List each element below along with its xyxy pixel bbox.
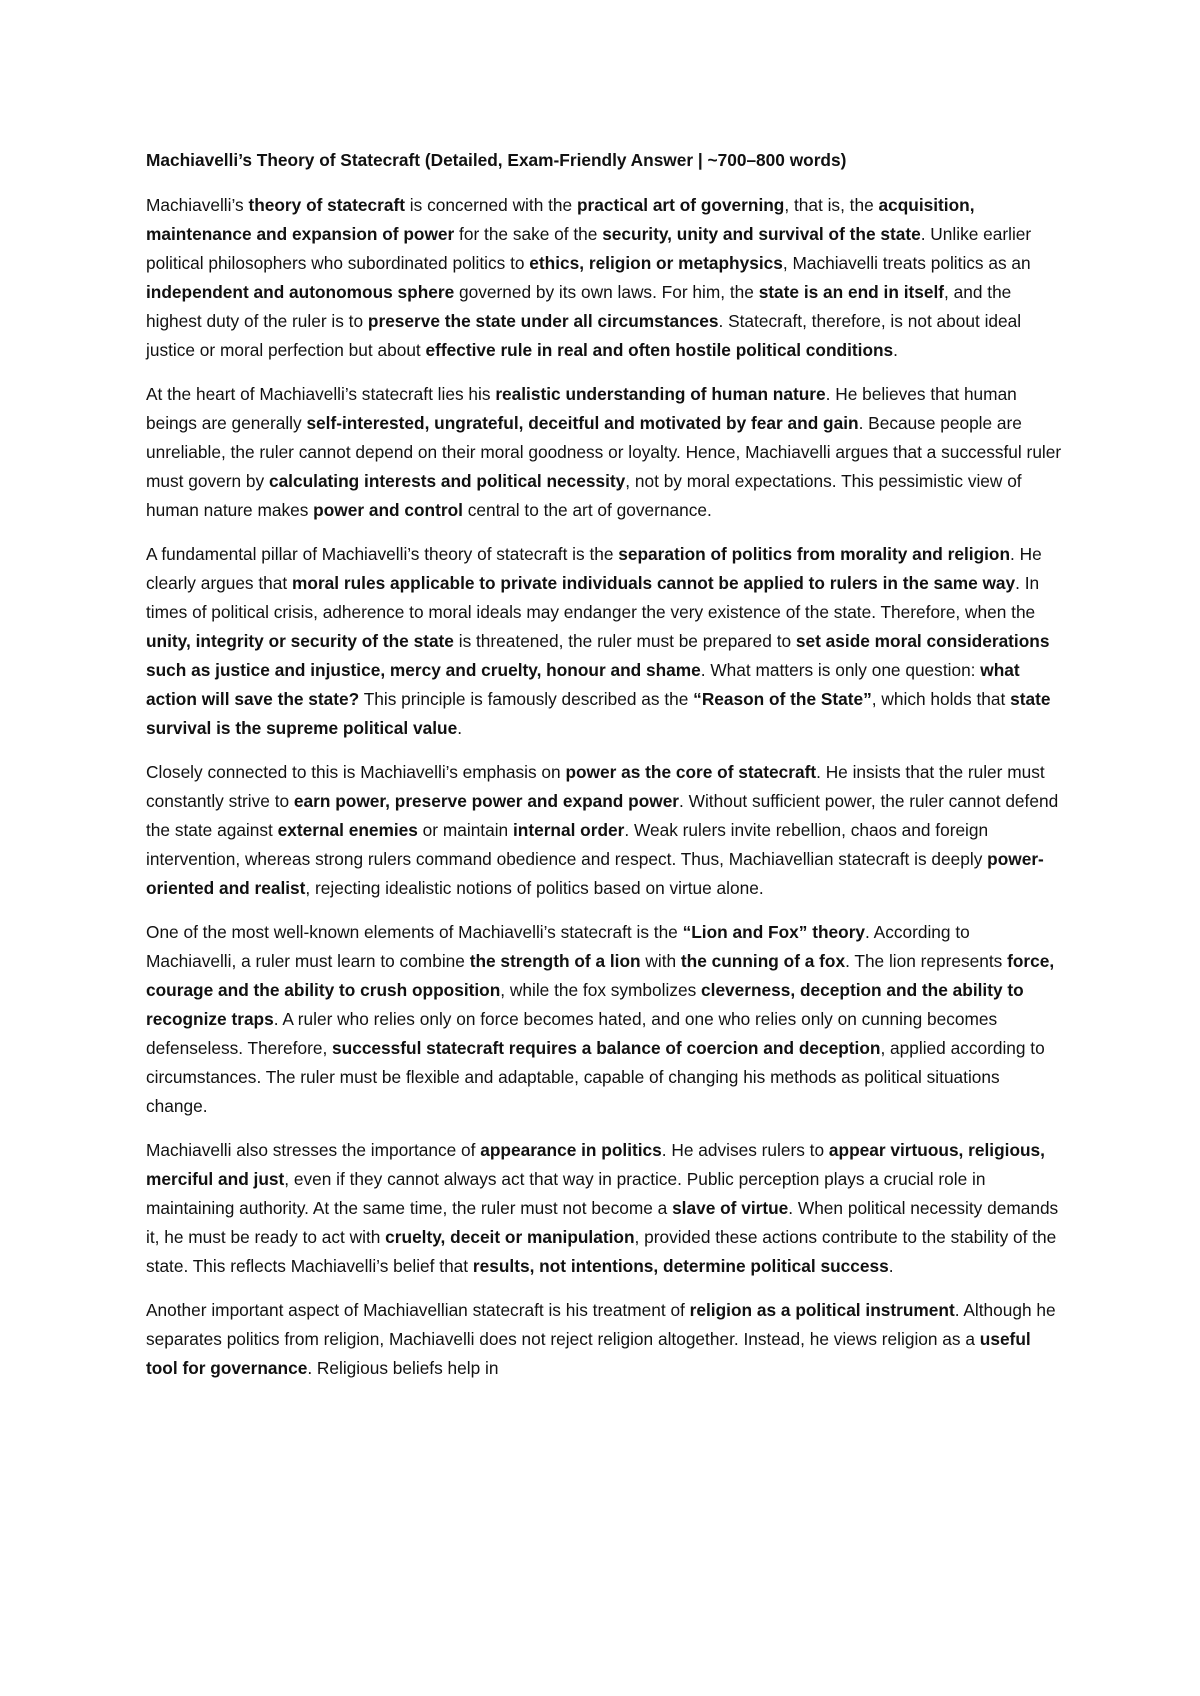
text-run: , not by moral expectations. This pessimistic view of human nature makes bbox=[146, 471, 1022, 520]
text-run: , even if they cannot always act that way in practice. Public perception plays a crucial role in maintaining authority. At the same time, the ruler must not become a bbox=[146, 1169, 986, 1218]
text-run: . He insists that the ruler must constantly strive to bbox=[146, 762, 1045, 811]
bold-text-run: state is an end in itself bbox=[758, 282, 945, 302]
text-run: . Because people are unreliable, the ruler cannot depend on their moral goodness or loyalty. Hence, Machiavelli argues that a successful ruler must govern by bbox=[146, 413, 1062, 491]
bold-text-run: power and control bbox=[313, 500, 463, 520]
text-run: . Although he separates politics from religion, Machiavelli does not reject religion altogether. Instead, he views religion as a bbox=[146, 1300, 1056, 1349]
bold-text-run: useful tool for governance bbox=[146, 1329, 1031, 1378]
text-run: is concerned with the bbox=[404, 195, 577, 215]
paragraphs-container bbox=[146, 191, 1064, 1383]
text-run: A fundamental pillar of Machiavelli’s theory of statecraft is the bbox=[146, 544, 619, 564]
paragraph bbox=[146, 380, 1064, 525]
text-run: Closely connected to this is Machiavelli’s emphasis on bbox=[146, 762, 566, 782]
text-run: , applied according to circumstances. The ruler must be flexible and adaptable, capable of changing his methods as political situations change. bbox=[146, 1038, 1045, 1116]
text-run: . A ruler who relies only on force becomes hated, and one who relies only on cunning becomes defenseless. Therefore, bbox=[146, 1009, 998, 1058]
bold-text-run: results, not intentions, determine political success bbox=[472, 1256, 889, 1276]
bold-text-run: acquisition, maintenance and expansion of power bbox=[146, 195, 975, 244]
text-run: At the heart of Machiavelli’s statecraft lies his bbox=[146, 384, 496, 404]
bold-text-run: what action will save the state? bbox=[146, 660, 1020, 709]
paragraph bbox=[146, 1296, 1064, 1383]
bold-text-run: cruelty, deceit or manipulation bbox=[385, 1227, 635, 1247]
bold-text-run: the cunning of a fox bbox=[680, 951, 846, 971]
bold-text-run: moral rules applicable to private individuals cannot be applied to rulers in the same way bbox=[292, 573, 1016, 593]
bold-text-run: religion as a political instrument bbox=[689, 1300, 955, 1320]
paragraph bbox=[146, 540, 1064, 743]
document-body bbox=[146, 146, 1064, 1398]
bold-text-run: realistic understanding of human nature bbox=[495, 384, 826, 404]
document-title: Machiavelli’s Theory of Statecraft (Detailed, Exam-Friendly Answer | ~700–800 words) bbox=[146, 150, 847, 170]
bold-text-run: appearance in politics bbox=[480, 1140, 662, 1160]
bold-text-run: “Lion and Fox” theory bbox=[682, 922, 866, 942]
bold-text-run: set aside moral considerations such as justice and injustice, mercy and cruelty, honour and shame bbox=[146, 631, 1050, 680]
bold-text-run: power as the core of statecraft bbox=[565, 762, 817, 782]
bold-text-run: earn power, preserve power and expand power bbox=[293, 791, 680, 811]
bold-text-run: separation of politics from morality and religion bbox=[618, 544, 1011, 564]
bold-text-run: successful statecraft requires a balance of coercion and deception bbox=[332, 1038, 881, 1058]
text-run: . Statecraft, therefore, is not about ideal justice or moral perfection but about bbox=[146, 311, 1022, 360]
bold-text-run: security, unity and survival of the state bbox=[602, 224, 921, 244]
text-run: or maintain bbox=[417, 820, 513, 840]
bold-text-run: cleverness, deception and the ability to recognize traps bbox=[146, 980, 1024, 1029]
bold-text-run: ethics, religion or metaphysics bbox=[529, 253, 783, 273]
paragraph bbox=[146, 1136, 1064, 1281]
text-run: . Without sufficient power, the ruler cannot defend the state against bbox=[146, 791, 1059, 840]
text-run: One of the most well-known elements of Machiavelli’s statecraft is the bbox=[146, 922, 683, 942]
text-run: with bbox=[640, 951, 681, 971]
text-run: Machiavelli’s bbox=[146, 195, 249, 215]
text-run: . According to Machiavelli, a ruler must learn to combine bbox=[146, 922, 970, 971]
text-run: . Weak rulers invite rebellion, chaos and foreign intervention, whereas strong rulers command obedience and respect. Thus, Machiavellian statecraft is deeply bbox=[146, 820, 989, 869]
bold-text-run: internal order bbox=[512, 820, 625, 840]
bold-text-run: power-oriented and realist bbox=[146, 849, 1044, 898]
text-run: , which holds that bbox=[871, 689, 1011, 709]
bold-text-run: practical art of governing bbox=[576, 195, 785, 215]
text-run: . In times of political crisis, adherence to moral ideals may endanger the very existence of the state. Therefore, when the bbox=[146, 573, 1040, 622]
text-run: , rejecting idealistic notions of politics based on virtue alone. bbox=[305, 878, 764, 898]
text-run: , and the highest duty of the ruler is to bbox=[146, 282, 1012, 331]
text-run: . When political necessity demands it, he must be ready to act with bbox=[146, 1198, 1059, 1247]
bold-text-run: effective rule in real and often hostile political conditions bbox=[425, 340, 894, 360]
bold-text-run: unity, integrity or security of the state bbox=[146, 631, 454, 651]
bold-text-run: force, courage and the ability to crush opposition bbox=[146, 951, 1055, 1000]
bold-text-run: independent and autonomous sphere bbox=[146, 282, 455, 302]
bold-text-run: external enemies bbox=[277, 820, 418, 840]
bold-text-run: “Reason of the State” bbox=[693, 689, 872, 709]
text-run: . The lion represents bbox=[845, 951, 1008, 971]
text-run: . He believes that human beings are generally bbox=[146, 384, 1017, 433]
text-run: , that is, the bbox=[784, 195, 879, 215]
text-run: . bbox=[457, 718, 463, 738]
text-run: Another important aspect of Machiavellian statecraft is his treatment of bbox=[146, 1300, 690, 1320]
text-run: . He advises rulers to bbox=[661, 1140, 829, 1160]
text-run: This principle is famously described as the bbox=[359, 689, 694, 709]
bold-text-run: state survival is the supreme political value bbox=[146, 689, 1051, 738]
text-run: . bbox=[888, 1256, 894, 1276]
text-run: . Unlike earlier political philosophers who subordinated politics to bbox=[146, 224, 1032, 273]
bold-text-run: calculating interests and political necessity bbox=[268, 471, 626, 491]
text-run: , while the fox symbolizes bbox=[500, 980, 702, 1000]
text-run: , provided these actions contribute to the stability of the state. This reflects Machiavelli’s belief that bbox=[146, 1227, 1057, 1276]
text-run: Machiavelli also stresses the importance of bbox=[146, 1140, 481, 1160]
text-run: for the sake of the bbox=[454, 224, 603, 244]
bold-text-run: theory of statecraft bbox=[248, 195, 405, 215]
text-run: . He clearly argues that bbox=[146, 544, 1042, 593]
text-run: governed by its own laws. For him, the bbox=[454, 282, 759, 302]
paragraph bbox=[146, 191, 1064, 365]
bold-text-run: the strength of a lion bbox=[469, 951, 641, 971]
text-run: central to the art of governance. bbox=[462, 500, 712, 520]
paragraph bbox=[146, 758, 1064, 903]
paragraph bbox=[146, 918, 1064, 1121]
text-run: is threatened, the ruler must be prepared to bbox=[453, 631, 796, 651]
bold-text-run: slave of virtue bbox=[672, 1198, 789, 1218]
text-run: . bbox=[893, 340, 898, 360]
bold-text-run: appear virtuous, religious, merciful and just bbox=[146, 1140, 1045, 1189]
text-run: , Machiavelli treats politics as an bbox=[782, 253, 1031, 273]
text-run: . What matters is only one question: bbox=[700, 660, 981, 680]
bold-text-run: preserve the state under all circumstances bbox=[367, 311, 719, 331]
text-run: . Religious beliefs help in bbox=[307, 1358, 499, 1378]
bold-text-run: self-interested, ungrateful, deceitful and motivated by fear and gain bbox=[306, 413, 859, 433]
